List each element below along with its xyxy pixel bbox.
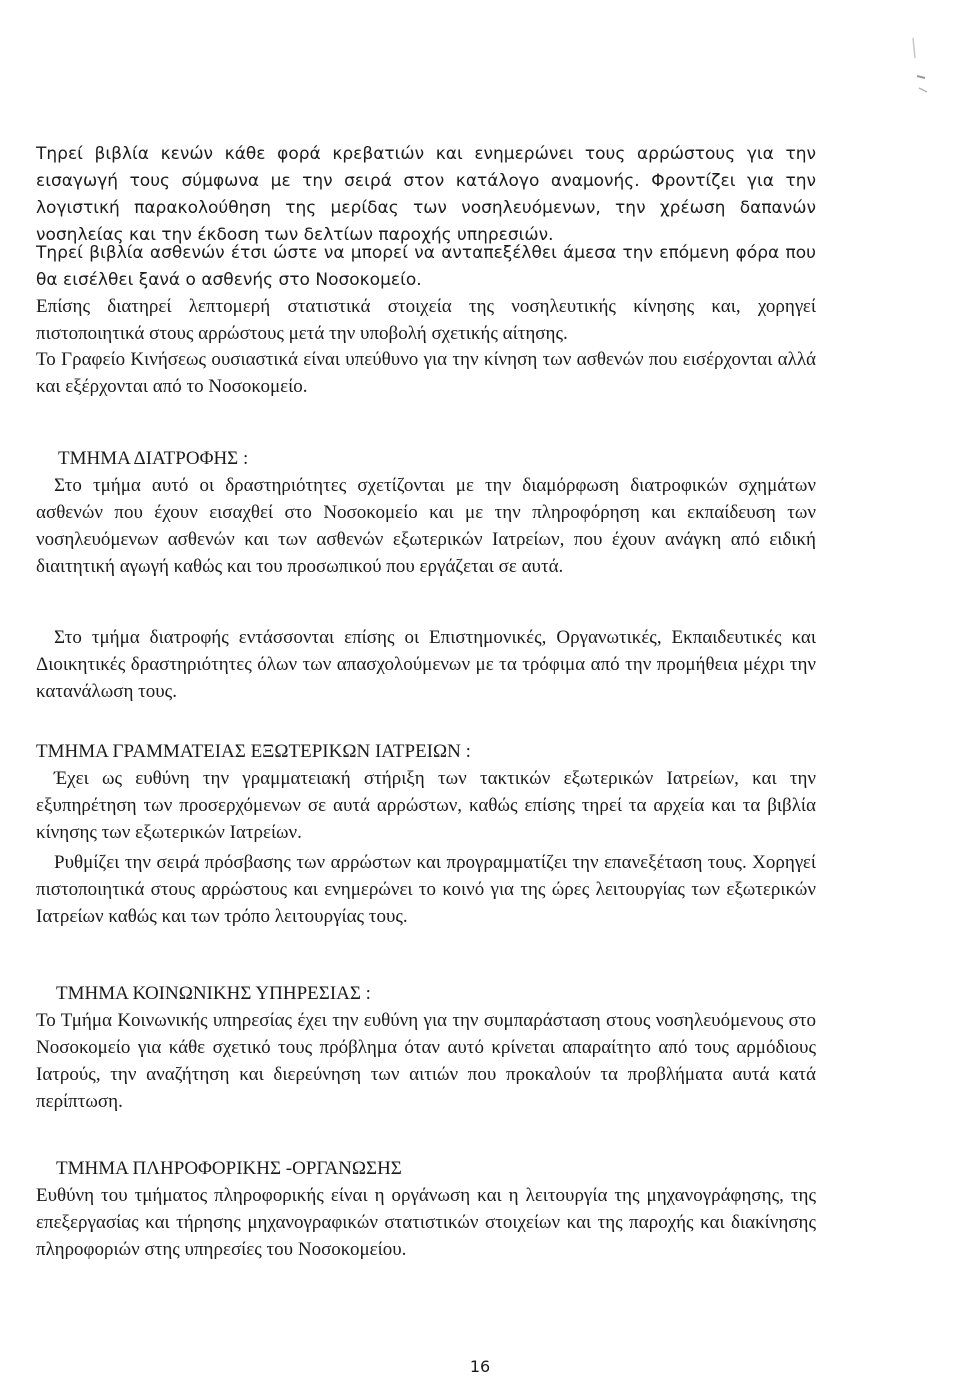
paragraph-it-organization: Ευθύνη του τμήματος πληροφορικής είναι η οργάνωση και η λειτουργία της μηχανογράφησης, της επεξεργασίας και τήρησης μηχανογραφικών στατιστικών στοιχείων και της παροχής και διακίνησης πληροφοριών στης υπηρεσίες του Νοσοκομείου. bbox=[36, 1185, 816, 1260]
paragraph-social-services: Το Τμήμα Κοινωνικής υπηρεσίας έχει την ευθύνη για την συμπαράσταση στους νοσηλευόμενους στο Νοσοκομείο για κάθε σχετικό τους πρόβλημα όταν αυτό κρίνεται απαραίτητο από τους αρμόδιους Ιατρούς, την αναζήτηση και διερεύνηση των αιτιών που προκαλούν τα προβλήματα αυτά κατά περίπτωση. bbox=[36, 1010, 816, 1112]
paragraph-diet-2: Στο τμήμα διατροφής εντάσσονται επίσης οι Επιστημονικές, Οργανωτικές, Εκπαιδευτικές και Διοικητικές δραστηριότητες όλων των απασχολούμενων με τα τρόφιμα από την προμήθεια μέχρι την κατανάλωση τους. bbox=[36, 627, 816, 702]
paragraph-secretariat-2: Ρυθμίζει την σειρά πρόσβασης των αρρώστων και προγραμματίζει την επανεξέταση τους. Χορηγεί πιστοποιητικά στους αρρώστους και ενημερώνει το κοινό για της ώρες λειτουργίας των εξωτερικών Ιατρείων καθώς και των τρόπο λειτουργίας τους. bbox=[36, 852, 816, 927]
page-number: 16 bbox=[469, 1357, 491, 1376]
paragraph-secretariat-1: Έχει ως ευθύνη την γραμματειακή στήριξη των τακτικών εξωτερικών Ιατρείων, και την εξυπηρέτηση των προσερχόμενων σε αυτά αρρώστων, καθώς επίσης τηρεί τα αρχεία και τα βιβλία κίνησης των εξωτερικών Ιατρείων. bbox=[36, 768, 816, 843]
scan-mark bbox=[905, 30, 935, 100]
paragraph-movement-office: Το Γραφείο Κινήσεως ουσιαστικά είναι υπεύθυνο για την κίνηση των ασθενών που εισέρχονται αλλά και εξέρχονται από το Νοσοκομείο. bbox=[36, 349, 816, 397]
heading-diet-department: ΤΜΗΜΑ ΔΙΑΤΡΟΦΗΣ : bbox=[58, 448, 249, 469]
paragraph-statistics: Επίσης διατηρεί λεπτομερή στατιστικά στοιχεία της νοσηλευτικής κίνησης και, χορηγεί πιστοποιητικά στους αρρώστους μετά την υποβολή σχετικής αίτησης. bbox=[36, 296, 816, 344]
paragraph-patient-books: Τηρεί βιβλία ασθενών έτσι ώστε να μπορεί να ανταπεξέλθει άμεσα την επόμενη φόρα που θα εισέλθει ξανά ο ασθενής στο Νοσοκομείο. bbox=[36, 243, 816, 290]
paragraph-diet-1: Στο τμήμα αυτό οι δραστηριότητες σχετίζονται με την διαμόρφωση διατροφικών σχημάτων ασθενών που έχουν εισαχθεί στο Νοσοκομείο και με την πληροφόρηση και εκπαίδευση των νοσηλευόμενων ασθενών και των ασθενών εξωτερικών Ιατρείων, που έχουν ανάγκη από ειδική διαιτητική αγωγή καθώς και του προσωπικού που εργάζεται σε αυτά. bbox=[36, 475, 816, 577]
heading-outpatient-secretariat: ΤΜΗΜΑ ΓΡΑΜΜΑΤΕΙΑΣ ΕΞΩΤΕΡΙΚΩΝ ΙΑΤΡΕΙΩΝ : bbox=[36, 741, 471, 762]
heading-it-organization: ΤΜΗΜΑ ΠΛΗΡΟΦΟΡΙΚΗΣ -ΟΡΓΑΝΩΣΗΣ bbox=[56, 1158, 402, 1179]
heading-social-services: ΤΜΗΜΑ ΚΟΙΝΩΝΙΚΗΣ ΥΠΗΡΕΣΙΑΣ : bbox=[56, 983, 371, 1004]
paragraph-waiting-list: Τηρεί βιβλία κενών κάθε φορά κρεβατιών και ενημερώνει τους αρρώστους για την εισαγωγή τους σύμφωνα με την σειρά στον κατάλογο αναμονής. Φροντίζει για την λογιστική παρακολούθηση της μερίδας των νοσηλευόμενων, την χρέωση δαπανών νοσηλείας και την έκδοση των δελτίων παροχής υπηρεσιών. bbox=[36, 144, 816, 245]
